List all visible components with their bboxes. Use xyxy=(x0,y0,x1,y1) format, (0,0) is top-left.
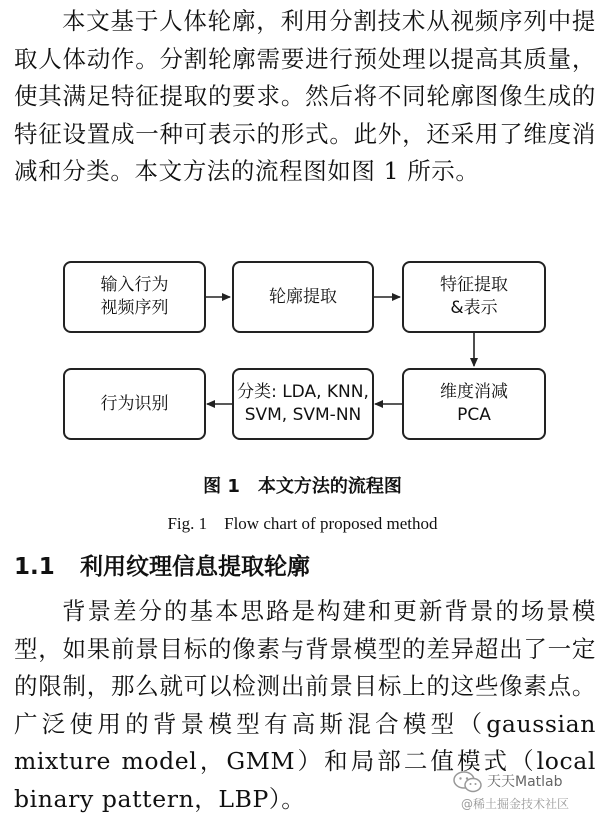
flow-box-contour-extraction-label: 轮廓提取 xyxy=(269,286,337,307)
watermark-name: 天天Matlab xyxy=(487,774,563,790)
flow-box-action-recognition-label: 行为识别 xyxy=(100,393,169,414)
flow-box-classification-label: 分类: LDA, KNN, SVM, SVM-NN xyxy=(237,382,369,425)
watermark xyxy=(451,769,601,815)
figure-caption-cn: 图 1 本文方法的流程图 xyxy=(203,476,402,497)
body-paragraph: 背景差分的基本思路是构建和更新背景的场景模型，如果前景目标的像素与背景模型的差异超出了一定的限制，那么就可以检测出前景目标上的这些像素点。广泛使用的背景模型有高斯混合模型（gaussian mixture model，GMM）和局部二值模式（local binary pattern，LBP）。 xyxy=(14,597,596,813)
flow-box-dimension-reduction xyxy=(402,368,546,440)
watermark-sub: @稀土掘金技术社区 xyxy=(461,797,570,811)
flow-box-feature-extraction xyxy=(402,261,546,333)
flow-box-dimension-reduction-label: 维度消减 PCA xyxy=(440,382,508,425)
flow-box-contour-extraction xyxy=(232,261,374,333)
figure-caption-en: Fig. 1 Flow chart of proposed method xyxy=(167,514,438,533)
section-number: 1.1 xyxy=(14,554,55,580)
flow-box-action-recognition xyxy=(63,368,206,440)
intro-paragraph: 本文基于人体轮廓，利用分割技术从视频序列中提取人体动作。分割轮廓需要进行预处理以提高其质量，使其满足特征提取的要求。然后将不同轮廓图像生成的特征设置成一种可表示的形式。此外，还采用了维度消减和分类。本文方法的流程图如图 1 所示。 xyxy=(14,7,596,185)
section-heading xyxy=(14,548,310,581)
flow-box-input-video xyxy=(63,261,206,333)
flow-box-input-video-label: 输入行为 视频序列 xyxy=(100,275,169,318)
flow-box-feature-extraction-label: 特征提取 &表示 xyxy=(440,275,508,318)
wechat-icon xyxy=(453,771,483,797)
section-title: 利用纹理信息提取轮廓 xyxy=(80,554,310,580)
flow-box-classification xyxy=(232,368,374,440)
